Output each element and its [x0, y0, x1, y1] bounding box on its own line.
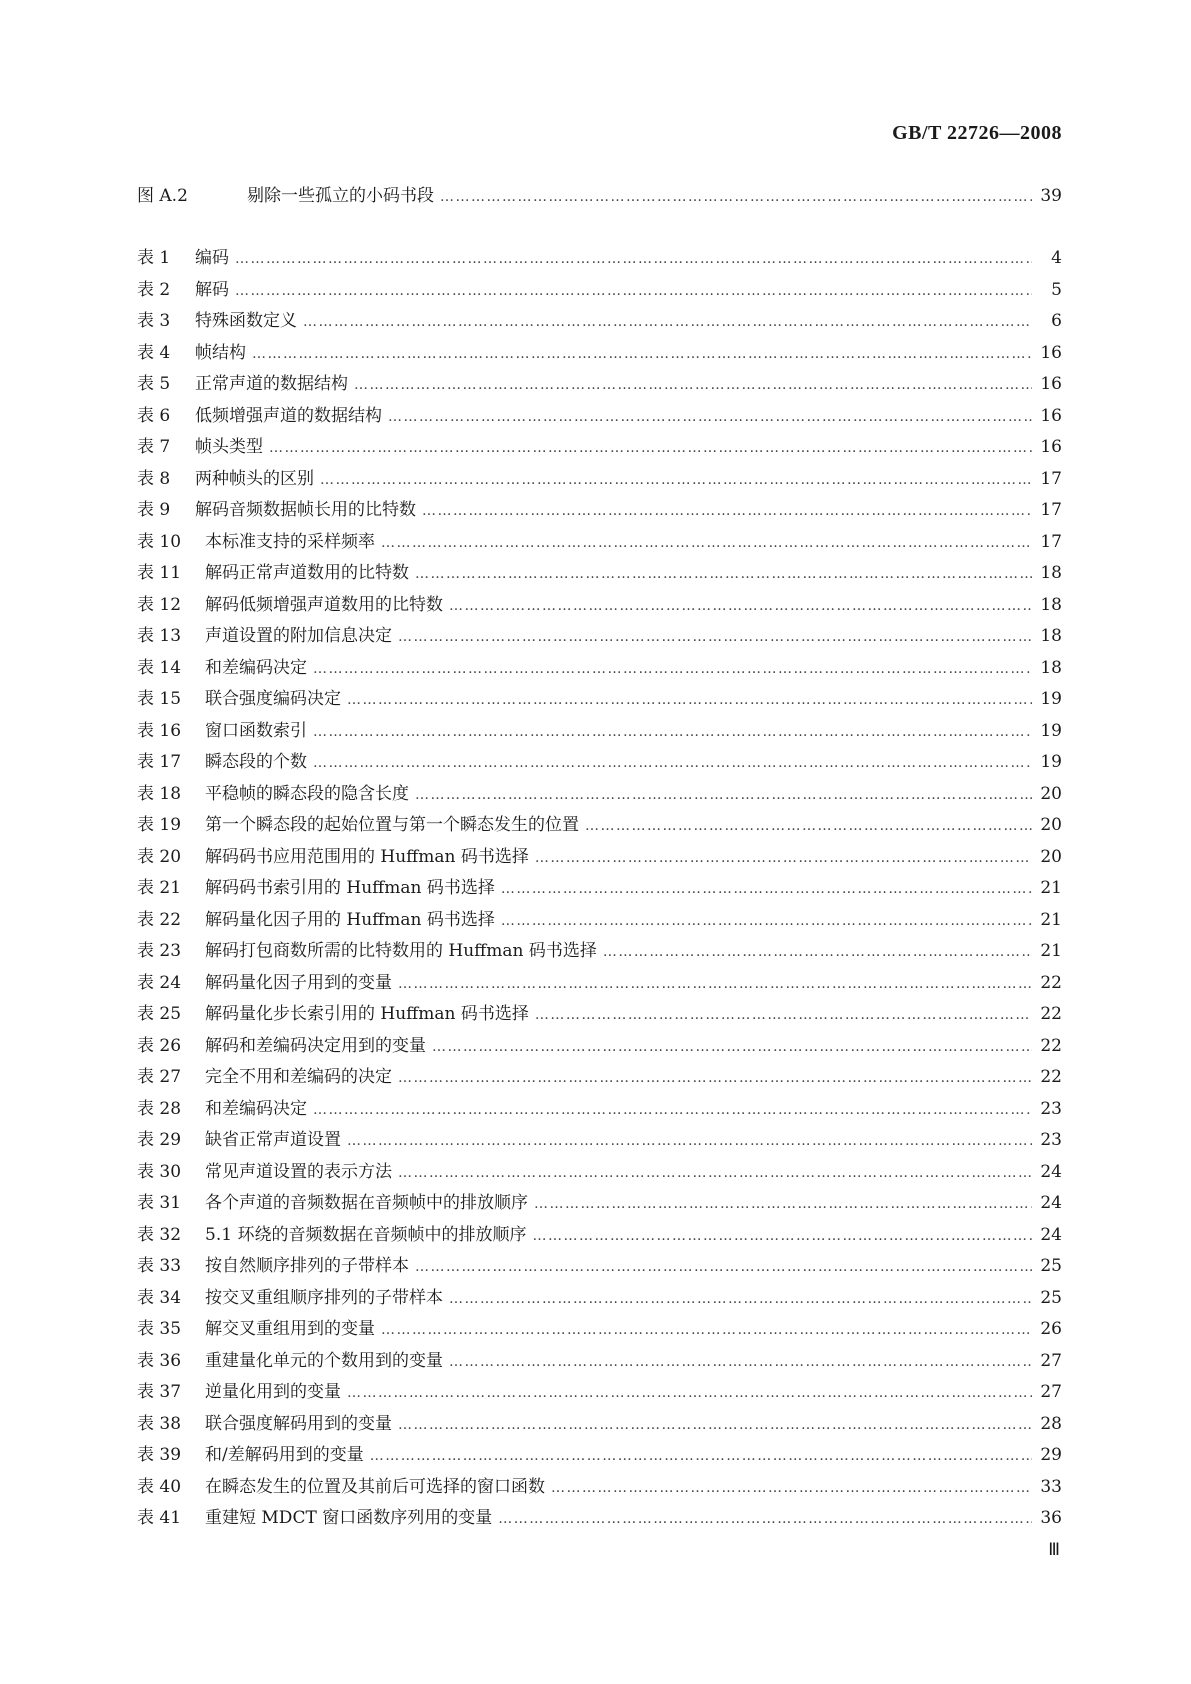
entry-label: 表 27	[137, 1067, 182, 1087]
toc-entry[interactable]	[137, 275, 1062, 307]
leader-dots	[449, 598, 1032, 614]
entry-page: 39	[1040, 186, 1062, 206]
entry-title: 本标准支持的采样频率	[205, 531, 375, 552]
entry-label: 表 16	[137, 720, 182, 741]
entry-title: 联合强度编码决定	[205, 689, 341, 709]
leader-dots	[415, 1259, 1032, 1275]
entry-title: 解码码书应用范围用的 Huffman 码书选择	[205, 846, 529, 867]
leader-dots	[398, 976, 1032, 992]
entry-label: 表 3	[137, 311, 171, 331]
entry-label: 表 8	[137, 468, 171, 489]
entry-label: 表 9	[137, 500, 171, 520]
entry-page: 16	[1040, 374, 1062, 394]
entry-page: 18	[1040, 626, 1062, 646]
entry-title: 常见声道设置的表示方法	[205, 1161, 392, 1182]
entry-title: 按自然顺序排列的子带样本	[205, 1256, 409, 1276]
leader-dots	[235, 251, 1032, 267]
entry-title: 缺省正常声道设置	[205, 1130, 341, 1150]
entry-page: 17	[1040, 531, 1062, 552]
toc-entry[interactable]	[137, 369, 1062, 401]
leader-dots	[313, 724, 1032, 740]
leader-dots	[440, 189, 1032, 205]
entry-page: 16	[1040, 405, 1062, 426]
entry-label: 表 13	[137, 626, 182, 646]
toc-entry[interactable]	[137, 1346, 1062, 1378]
entry-page: 21	[1040, 878, 1062, 898]
leader-dots	[252, 346, 1032, 362]
toc-entry[interactable]	[137, 464, 1062, 496]
entry-page: 24	[1040, 1224, 1062, 1245]
leader-dots	[398, 1417, 1032, 1433]
entry-label: 表 35	[137, 1319, 182, 1339]
entry-label: 表 34	[137, 1287, 182, 1308]
entry-label: 表 29	[137, 1130, 182, 1150]
toc-entry[interactable]	[137, 779, 1062, 811]
leader-dots	[381, 535, 1032, 551]
entry-page: 20	[1040, 846, 1062, 867]
entry-page: 19	[1040, 752, 1062, 772]
toc-entry[interactable]	[137, 590, 1062, 622]
entry-label: 表 2	[137, 279, 171, 300]
leader-dots	[235, 283, 1032, 299]
entry-title: 解码量化因子用的 Huffman 码书选择	[205, 909, 495, 930]
entry-page: 17	[1040, 500, 1062, 520]
toc-entry[interactable]	[137, 1314, 1062, 1346]
toc-entry[interactable]	[137, 338, 1062, 370]
toc-entry[interactable]	[137, 1031, 1062, 1063]
leader-dots	[551, 1480, 1032, 1496]
entry-page: 19	[1040, 689, 1062, 709]
toc-entry[interactable]	[137, 401, 1062, 433]
entry-title: 和差编码决定	[205, 657, 307, 678]
leader-dots	[585, 818, 1032, 834]
entry-page: 18	[1040, 657, 1062, 678]
entry-label: 表 17	[137, 752, 182, 772]
toc-entry[interactable]	[137, 1094, 1062, 1126]
leader-dots	[303, 314, 1032, 330]
entry-label: 表 4	[137, 342, 171, 363]
entry-page: 25	[1040, 1256, 1062, 1276]
entry-label: 表 11	[137, 563, 182, 583]
entry-page: 24	[1040, 1161, 1062, 1182]
entry-page: 29	[1040, 1445, 1062, 1465]
leader-dots	[498, 1511, 1032, 1527]
entry-label: 表 32	[137, 1224, 182, 1245]
entry-label: 表 1	[137, 248, 171, 268]
leader-dots	[535, 850, 1032, 866]
entry-page: 26	[1040, 1319, 1062, 1339]
entry-label: 表 25	[137, 1004, 182, 1024]
entry-title: 解码量化步长索引用的 Huffman 码书选择	[205, 1004, 529, 1024]
entry-title: 在瞬态发生的位置及其前后可选择的窗口函数	[205, 1476, 545, 1497]
entry-label: 表 26	[137, 1035, 182, 1056]
entry-page: 5	[1051, 279, 1062, 300]
leader-dots	[534, 1196, 1032, 1212]
leader-dots	[415, 566, 1032, 582]
entry-title: 正常声道的数据结构	[195, 374, 348, 394]
entry-label: 表 12	[137, 594, 182, 615]
entry-label: 表 6	[137, 405, 171, 426]
entry-label: 表 10	[137, 531, 182, 552]
entry-label: 表 24	[137, 972, 182, 993]
toc-entry[interactable]	[137, 1188, 1062, 1220]
toc-entry[interactable]	[137, 1472, 1062, 1504]
toc-entry[interactable]	[137, 1125, 1062, 1157]
toc-entry[interactable]	[137, 1503, 1062, 1535]
toc-entry[interactable]	[137, 527, 1062, 559]
toc-entry[interactable]	[137, 936, 1062, 968]
leader-dots	[347, 1385, 1032, 1401]
entry-label: 表 30	[137, 1161, 182, 1182]
toc-entry[interactable]	[137, 999, 1062, 1031]
entry-label: 图 A.2	[137, 186, 188, 206]
figure-list	[137, 181, 1062, 213]
leader-dots	[532, 1228, 1032, 1244]
entry-title: 完全不用和差编码的决定	[205, 1067, 392, 1087]
entry-title: 解码	[195, 279, 229, 300]
entry-page: 17	[1040, 468, 1062, 489]
entry-title: 第一个瞬态段的起始位置与第一个瞬态发生的位置	[205, 815, 579, 835]
entry-title: 解码量化因子用到的变量	[205, 972, 392, 993]
entry-page: 16	[1040, 342, 1062, 363]
entry-label: 表 38	[137, 1413, 182, 1434]
toc-entry[interactable]	[137, 432, 1062, 464]
toc-entry[interactable]	[137, 1062, 1062, 1094]
entry-page: 23	[1040, 1098, 1062, 1119]
toc-entry[interactable]	[137, 1440, 1062, 1472]
entry-page: 16	[1040, 437, 1062, 457]
entry-title: 解码音频数据帧长用的比特数	[195, 500, 416, 520]
entry-page: 18	[1040, 563, 1062, 583]
leader-dots	[313, 661, 1032, 677]
standard-number: GB/T 22726—2008	[892, 122, 1062, 144]
entry-label: 表 23	[137, 941, 182, 961]
entry-label: 表 21	[137, 878, 182, 898]
entry-title: 解码打包商数所需的比特数用的 Huffman 码书选择	[205, 941, 597, 961]
entry-page: 22	[1040, 1004, 1062, 1024]
leader-dots	[449, 1354, 1032, 1370]
leader-dots	[347, 692, 1032, 708]
toc-entry[interactable]	[137, 684, 1062, 716]
entry-label: 表 19	[137, 815, 182, 835]
page-number: Ⅲ	[1048, 1540, 1060, 1559]
leader-dots	[535, 1007, 1032, 1023]
toc-entry[interactable]	[137, 905, 1062, 937]
entry-page: 22	[1040, 1067, 1062, 1087]
entry-title: 声道设置的附加信息决定	[205, 626, 392, 646]
entry-title: 特殊函数定义	[195, 311, 297, 331]
entry-title: 联合强度解码用到的变量	[205, 1413, 392, 1434]
leader-dots	[603, 944, 1032, 960]
toc-entry[interactable]	[137, 1377, 1062, 1409]
entry-title: 重建量化单元的个数用到的变量	[205, 1350, 443, 1371]
leader-dots	[432, 1039, 1032, 1055]
toc-entry[interactable]	[137, 243, 1062, 275]
leader-dots	[313, 1102, 1032, 1118]
entry-title: 帧头类型	[195, 437, 263, 457]
entry-title: 解码低频增强声道数用的比特数	[205, 594, 443, 615]
entry-page: 22	[1040, 972, 1062, 993]
entry-title: 解码正常声道数用的比特数	[205, 563, 409, 583]
entry-title: 逆量化用到的变量	[205, 1382, 341, 1402]
entry-page: 24	[1040, 1193, 1062, 1213]
entry-title: 重建短 MDCT 窗口函数序列用的变量	[205, 1508, 493, 1528]
entry-title: 和差编码决定	[205, 1098, 307, 1119]
entry-title: 5.1 环绕的音频数据在音频帧中的排放顺序	[205, 1224, 527, 1245]
toc-entry[interactable]	[137, 873, 1062, 905]
leader-dots	[398, 629, 1032, 645]
entry-title: 和/差解码用到的变量	[205, 1445, 364, 1465]
toc-entry[interactable]	[137, 716, 1062, 748]
entry-page: 6	[1051, 311, 1062, 331]
leader-dots	[398, 1165, 1032, 1181]
entry-page: 20	[1040, 783, 1062, 804]
leader-dots	[415, 787, 1032, 803]
entry-label: 表 33	[137, 1256, 182, 1276]
entry-label: 表 5	[137, 374, 171, 394]
entry-page: 33	[1040, 1476, 1062, 1497]
leader-dots	[381, 1322, 1032, 1338]
entry-page: 19	[1040, 720, 1062, 741]
entry-title: 编码	[195, 248, 229, 268]
entry-title: 解码码书索引用的 Huffman 码书选择	[205, 878, 495, 898]
entry-title: 解码和差编码决定用到的变量	[205, 1035, 426, 1056]
table-list	[137, 243, 1062, 1535]
entry-label: 表 28	[137, 1098, 182, 1119]
toc-entry[interactable]	[137, 306, 1062, 338]
entry-page: 21	[1040, 941, 1062, 961]
toc-entry[interactable]	[137, 810, 1062, 842]
entry-page: 23	[1040, 1130, 1062, 1150]
entry-label: 表 40	[137, 1476, 182, 1497]
entry-page: 27	[1040, 1382, 1062, 1402]
toc-entry[interactable]	[137, 495, 1062, 527]
entry-label: 表 39	[137, 1445, 182, 1465]
toc-entry[interactable]	[137, 181, 1062, 213]
entry-title: 窗口函数索引	[205, 720, 307, 741]
entry-page: 4	[1051, 248, 1062, 268]
entry-title: 各个声道的音频数据在音频帧中的排放顺序	[205, 1193, 528, 1213]
entry-label: 表 41	[137, 1508, 182, 1528]
leader-dots	[398, 1070, 1032, 1086]
entry-page: 22	[1040, 1035, 1062, 1056]
leader-dots	[501, 913, 1032, 929]
leader-dots	[501, 881, 1032, 897]
leader-dots	[313, 755, 1032, 771]
entry-title: 两种帧头的区别	[195, 468, 314, 489]
entry-title: 平稳帧的瞬态段的隐含长度	[205, 783, 409, 804]
leader-dots	[269, 440, 1032, 456]
entry-page: 21	[1040, 909, 1062, 930]
leader-dots	[449, 1291, 1032, 1307]
toc-entry[interactable]	[137, 1283, 1062, 1315]
entry-page: 28	[1040, 1413, 1062, 1434]
entry-title: 帧结构	[195, 342, 246, 363]
entry-title: 按交叉重组顺序排列的子带样本	[205, 1287, 443, 1308]
toc-entry[interactable]	[137, 747, 1062, 779]
toc-entry[interactable]	[137, 1157, 1062, 1189]
entry-label: 表 37	[137, 1382, 182, 1402]
entry-title: 低频增强声道的数据结构	[195, 405, 382, 426]
toc-entry[interactable]	[137, 653, 1062, 685]
entry-label: 表 15	[137, 689, 182, 709]
entry-label: 表 22	[137, 909, 182, 930]
toc-entry[interactable]	[137, 558, 1062, 590]
entry-page: 36	[1040, 1508, 1062, 1528]
entry-label: 表 31	[137, 1193, 182, 1213]
entry-label: 表 18	[137, 783, 182, 804]
leader-dots	[370, 1448, 1032, 1464]
leader-dots	[354, 377, 1032, 393]
leader-dots	[388, 409, 1032, 425]
entry-page: 18	[1040, 594, 1062, 615]
entry-title: 解交叉重组用到的变量	[205, 1319, 375, 1339]
toc-entry[interactable]	[137, 968, 1062, 1000]
toc-entry[interactable]	[137, 1251, 1062, 1283]
toc-entry[interactable]	[137, 1220, 1062, 1252]
toc-entry[interactable]	[137, 842, 1062, 874]
entry-title: 剔除一些孤立的小码书段	[247, 186, 434, 206]
entry-page: 27	[1040, 1350, 1062, 1371]
entry-label: 表 20	[137, 846, 182, 867]
toc-entry[interactable]	[137, 621, 1062, 653]
entry-label: 表 14	[137, 657, 182, 678]
entry-title: 瞬态段的个数	[205, 752, 307, 772]
leader-dots	[422, 503, 1032, 519]
entry-page: 25	[1040, 1287, 1062, 1308]
entry-page: 20	[1040, 815, 1062, 835]
entry-label: 表 36	[137, 1350, 182, 1371]
leader-dots	[347, 1133, 1032, 1149]
toc-entry[interactable]	[137, 1409, 1062, 1441]
entry-label: 表 7	[137, 437, 171, 457]
leader-dots	[320, 472, 1032, 488]
